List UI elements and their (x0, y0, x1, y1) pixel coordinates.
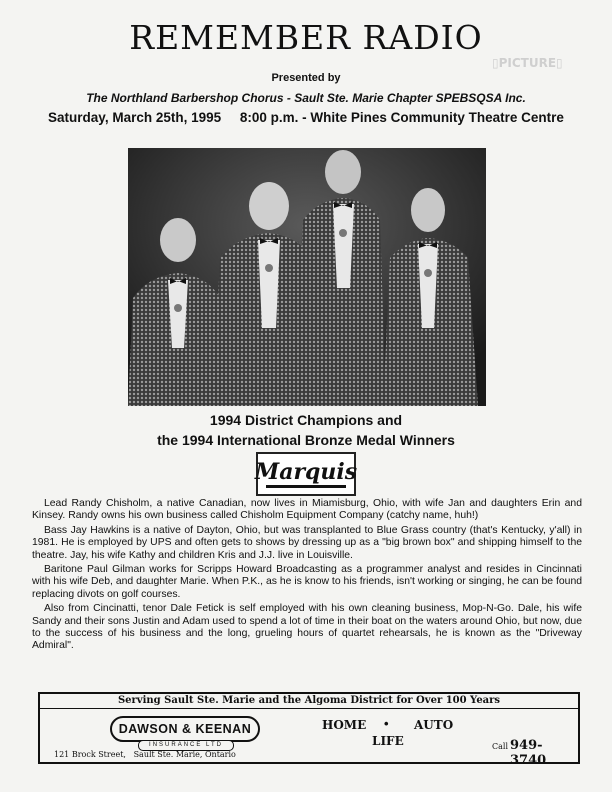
barbershop-quartet-icon (128, 148, 486, 406)
logo-underline (266, 485, 346, 488)
marquis-logo (256, 452, 356, 496)
quartet-bios (32, 498, 582, 655)
bleed-through-text: ▯PICTURE▯ (492, 56, 563, 70)
chorus-name: The Northland Barbershop Chorus - Sault Ste. Marie Chapter SPEBSQSA Inc. (86, 91, 526, 105)
bullet-separator: • (384, 716, 389, 731)
champions-heading (0, 410, 612, 450)
event-details: Saturday, March 25th, 1995 8:00 p.m. - White Pines Community Theatre Centre (48, 110, 564, 125)
company-name: DAWSON & KEENAN (110, 716, 260, 742)
sponsor-ad (38, 692, 580, 768)
bio-tenor: Also from Cincinatti, tenor Dale Fetick is self employed with his own cleaning business, Mop-N-Go. Dale, his wife Sandy and their sons Justin and Adam used to spend a lot of time in their boat on the waters around Ohio, but now, due to the success of his business and the long, grueling hours of quartet rehearsals, he is known as the "Driveway Admiral". (32, 603, 582, 652)
bio-baritone: Baritone Paul Gilman works for Scripps Howard Broadcasting as a programmer analyst and resides in Cincinnati with his wife Deb, and daughter Marie. When P.K., as he is know to his friends, isn't working or singing, he can be found replacing divots on golf courses. (32, 564, 582, 600)
champions-line-1: 1994 District Champions and (209, 412, 403, 428)
logo-wordmark: Marquis (254, 458, 358, 485)
service-auto: AUTO (414, 718, 454, 732)
call-label: Call (492, 742, 509, 751)
page-title: REMEMBER RADIO (129, 18, 483, 57)
company-subtitle: INSURANCE LTD (138, 740, 234, 751)
phone-number: 949-3740 (510, 738, 547, 768)
service-life: LIFE (372, 734, 404, 748)
bio-lead: Lead Randy Chisholm, a native Canadian, now lives in Miamisburg, Ohio, with wife Jan and daughters Erin and Kinsey. Randy owns his own business called Chisholm Equipment Company (catchy name, huh!) (32, 498, 582, 522)
company-address: 121 Brock Street, Sault Ste. Marie, Ontario (54, 750, 236, 759)
service-home: HOME (322, 718, 367, 732)
presented-by: Presented by (271, 72, 341, 84)
ad-headline: Serving Sault Ste. Marie and the Algoma District for Over 100 Years (40, 694, 578, 709)
quartet-photo (128, 148, 486, 406)
bio-bass: Bass Jay Hawkins is a native of Dayton, Ohio, but was transplanted to Blue Grass country (that's Kentucky, y'all) in 1981. He is employed by UPS and often gets to shows by dressing up as a "big brown box" and shipping himself to the theatre. Jay, his wife Kathy and children Kris and J.J. live in Louisville. (32, 524, 582, 561)
champions-line-2: the 1994 International Bronze Medal Winners (157, 432, 455, 448)
